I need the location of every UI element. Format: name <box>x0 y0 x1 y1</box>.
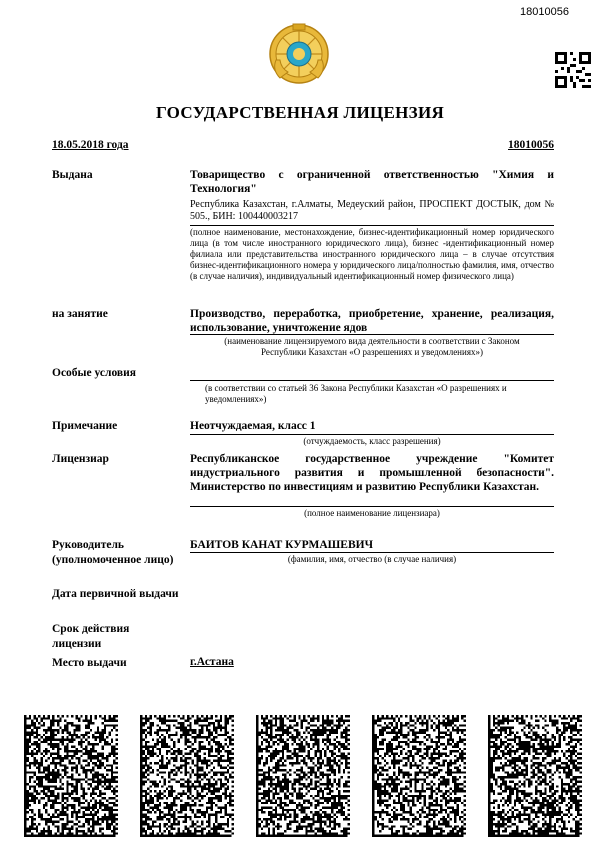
activity-note: (наименование лицензируемого вида деятельности в соответствии с Законом Республики Казахстан «О разрешениях и уведомлениях») <box>224 336 520 357</box>
head-value: БАИТОВ КАНАТ КУРМАШЕВИЧ <box>190 539 374 551</box>
validity-sublabel: лицензии <box>52 638 102 650</box>
special-label: Особые условия <box>52 367 136 379</box>
remark-divider <box>190 434 554 435</box>
special-divider <box>190 380 554 381</box>
barcode-4-icon <box>372 715 466 837</box>
activity-divider <box>190 334 554 335</box>
place-label: Место выдачи <box>52 657 127 669</box>
validity-label: Срок действия <box>52 623 130 635</box>
barcode-5-icon <box>488 715 582 837</box>
barcode-1-icon <box>24 715 118 837</box>
page-title: ГОСУДАРСТВЕННАЯ ЛИЦЕНЗИЯ <box>155 103 445 122</box>
issued-divider <box>190 225 554 226</box>
issue-date: 18.05.2018 года <box>52 139 129 151</box>
issued-name: Товарищество с ограниченной ответственностью "Химия и Технология" <box>190 169 554 195</box>
head-divider <box>190 552 554 553</box>
place-value: г.Астана <box>190 656 234 668</box>
state-emblem-icon <box>268 22 330 86</box>
licensor-divider <box>190 506 554 507</box>
doc-number-top: 18010056 <box>520 6 569 18</box>
qr-code-icon <box>555 52 591 88</box>
head-sublabel: (уполномоченное лицо) <box>52 554 174 566</box>
remark-label: Примечание <box>52 420 118 432</box>
license-number: 18010056 <box>508 139 554 151</box>
licensor-note: (полное наименование лицензиара) <box>304 508 440 518</box>
head-label: Руководитель <box>52 539 124 551</box>
activity-value: Производство, переработка, приобретение, хранение, реализация, использование, уничтожение ядов <box>190 308 554 334</box>
barcode-2-icon <box>140 715 234 837</box>
licensor-label: Лицензиар <box>52 453 109 465</box>
first-issue-label: Дата первичной выдачи <box>52 588 179 600</box>
issued-label: Выдана <box>52 169 93 181</box>
head-note: (фамилия, имя, отчество (в случае наличия) <box>287 554 457 564</box>
licensor-value: Республиканское государственное учреждение "Комитет индустриального развития и промышленной безопасности". Министерство по инвестициям и развитию Республики Казахстан. <box>190 453 554 493</box>
issued-note: (полное наименование, местонахождение, бизнес-идентификационный номер юридического лица (в том числе иностранного юридического лица), бизнес -идентификационный номер филиала или представительства иностранного юридического лица – в случае отсутствия бизнес-идентификационного номера у юридического лица/полностью фамилия, имя, отчество (в случае наличия), индивидуальный идентификационный номер физического лица) <box>190 227 554 281</box>
remark-value: Неотчуждаемая, класс 1 <box>190 420 316 432</box>
special-note: (в соответствии со статьей 36 Закона Республики Казахстан «О разрешениях и уведомлениях») <box>205 383 507 404</box>
remark-note: (отчуждаемость, класс разрешения) <box>303 436 441 446</box>
issued-address: Республика Казахстан, г.Алматы, Медеуский район, ПРОСПЕКТ ДОСТЫК, дом № 505., БИН: 100440003217 <box>190 199 554 222</box>
barcode-3-icon <box>256 715 350 837</box>
activity-label: на занятие <box>52 308 108 320</box>
